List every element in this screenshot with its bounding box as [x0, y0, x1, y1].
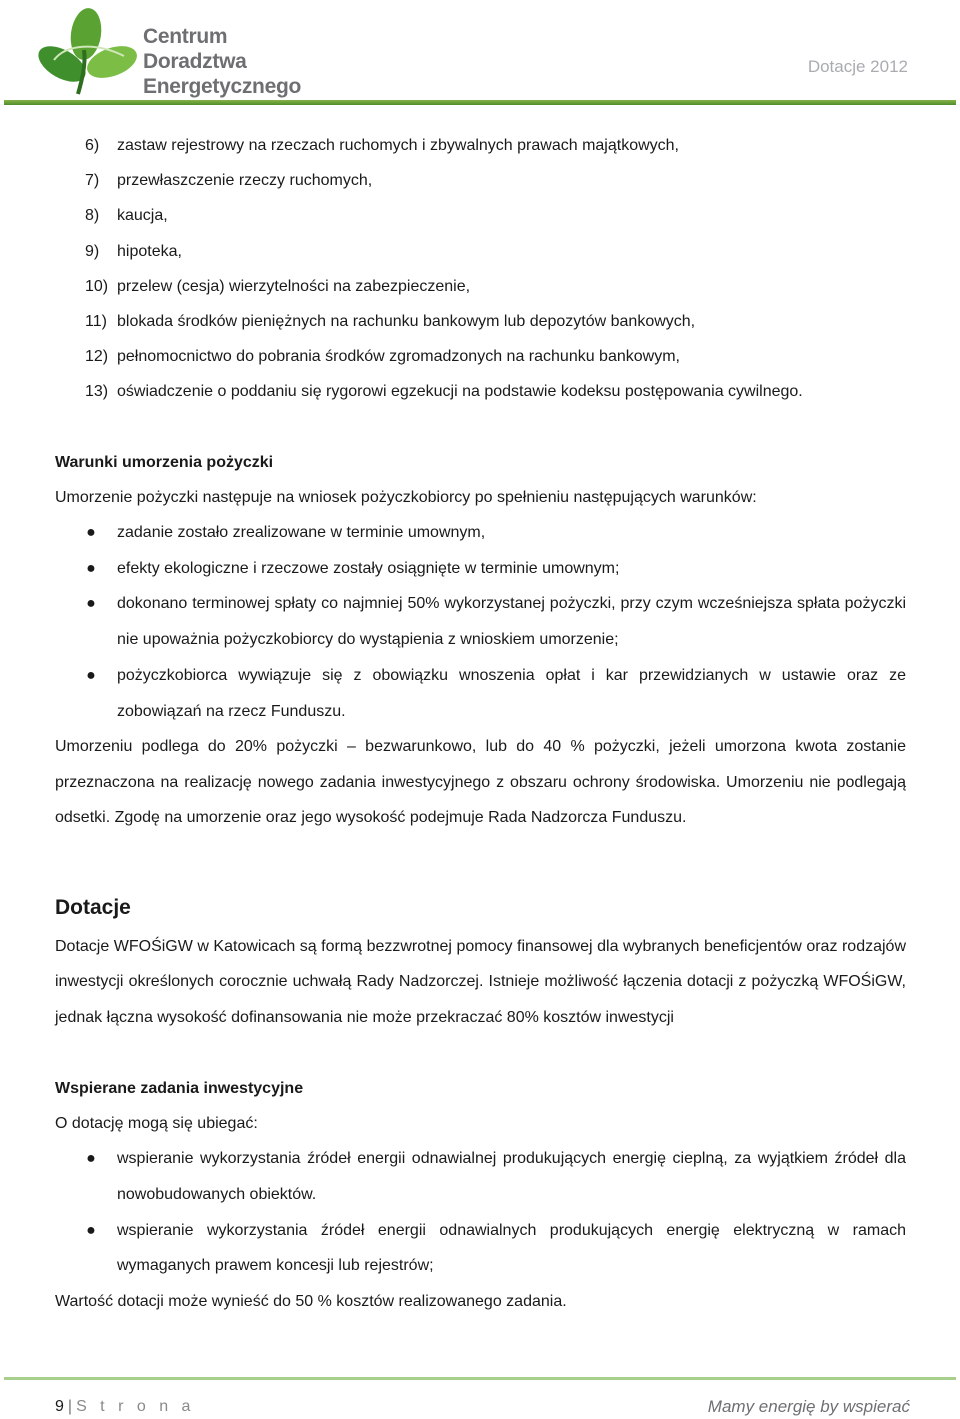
page-header [0, 0, 960, 106]
list-item [85, 339, 906, 374]
list-item [85, 304, 906, 339]
list-number: 12) [85, 348, 109, 366]
list-number: 11) [85, 312, 107, 330]
footer-rule [4, 1377, 956, 1380]
page-content [55, 128, 906, 1319]
list-item [55, 1213, 906, 1285]
spacer [55, 1035, 906, 1071]
remission-conditions-list [55, 515, 906, 730]
list-number: 7) [85, 172, 100, 190]
document-title: Dotacje 2012 [807, 57, 908, 76]
list-text: wspieranie wykorzystania źródeł energii odnawialnej produkujących energię cieplną, za wyjątkiem źródeł dla nowobudowanych obiektów. [117, 1149, 906, 1203]
bullet-icon: ● [86, 1221, 96, 1239]
remission-heading: Warunki umorzenia pożyczki [55, 453, 274, 471]
list-text: zastaw rejestrowy na rzeczach ruchomych i zbywalnych prawach majątkowych, [117, 137, 679, 154]
list-item [85, 269, 906, 304]
bullet-icon: ● [86, 559, 96, 577]
spacer [55, 835, 906, 887]
list-text: przelew (cesja) wierzytelności na zabezpieczenie, [117, 277, 471, 295]
list-item [85, 374, 906, 409]
bullet-icon: ● [86, 523, 96, 541]
list-number: 10) [85, 277, 109, 295]
clover-logo-icon [36, 4, 142, 98]
list-text: hipoteka, [117, 242, 182, 260]
grants-paragraph: Dotacje WFOŚiGW w Katowicach są formą bezzwrotnej pomocy finansowej dla wybranych beneficjentów oraz rodzajów inwestycji określonych corocznie uchwałą Rady Nadzorczej. Istnieje możliwość łączenia dotacji z pożyczką WFOŚiGW, jednak łączna wysokość dofinansowania nie może przekraczać 80% kosztów inwestycji [55, 938, 906, 1026]
list-text: przewłaszczenie rzeczy ruchomych, [117, 172, 373, 190]
list-item [85, 128, 906, 163]
list-text: oświadczenie o poddaniu się rygorowi egzekucji na podstawie kodeksu postępowania cywilnego. [117, 383, 803, 401]
list-text: wspieranie wykorzystania źródeł energii odnawialnych produkujących energię elektryczną w ramach wymaganych prawem koncesji lub rejestrów; [117, 1221, 906, 1275]
list-number: 13) [85, 383, 109, 401]
logo-line: Centrum [143, 25, 228, 48]
supported-intro: O dotację mogą się ubiegać: [55, 1114, 258, 1132]
bullet-icon: ● [86, 1149, 96, 1167]
list-text: pożyczkobiorca wywiązuje się z obowiązku wnoszenia opłat i kar przewidzianych w ustawie oraz ze zobowiązań na rzecz Funduszu. [117, 666, 906, 720]
list-number: 8) [85, 207, 100, 225]
list-number: 6) [85, 137, 100, 154]
list-item [85, 234, 906, 269]
grants-heading: Dotacje [55, 896, 131, 920]
list-item [85, 198, 906, 233]
bullet-icon: ● [86, 595, 96, 613]
footer-slogan: Mamy energię by wspierać [707, 1397, 910, 1416]
page-label: S t r o n a [76, 1398, 195, 1415]
list-text: pełnomocnictwo do pobrania środków zgromadzonych na rachunku bankowym, [117, 348, 680, 366]
list-item [55, 515, 906, 551]
list-text: kaucja, [117, 207, 168, 225]
supported-heading: Wspierane zadania inwestycyjne [55, 1079, 304, 1097]
footer-separator: | [67, 1398, 73, 1415]
spacer [55, 410, 906, 445]
list-text: dokonano terminowej spłaty co najmniej 50% wykorzystanej pożyczki, przy czym wcześniejsza spłata pożyczki nie upoważnia pożyczkobiorcy do wystąpienia z wnioskiem umorzenie; [117, 595, 906, 649]
header-rule [4, 100, 956, 105]
supported-closing: Wartość dotacji może wynieść do 50 % kosztów realizowanego zadania. [55, 1293, 567, 1311]
list-item [55, 551, 906, 587]
page-number: 9 [55, 1398, 64, 1415]
page-number-block [55, 1398, 195, 1416]
list-item [55, 658, 906, 730]
list-item [85, 163, 906, 198]
list-number: 9) [85, 242, 100, 260]
logo-line: Doradztwa [143, 50, 247, 73]
bullet-icon: ● [86, 666, 96, 684]
list-item [55, 1141, 906, 1213]
logo-line: Energetycznego [143, 75, 302, 98]
remission-paragraph: Umorzeniu podlega do 20% pożyczki – bezwarunkowo, lub do 40 % pożyczki, jeżeli umorzona kwota zostanie przeznaczona na realizację nowego zadania inwestycyjnego z obszaru ochrony środowiska. Umorzeniu nie podlegają odsetki. Zgodę na umorzenie oraz jego wysokość podejmuje Rada Nadzorcza Funduszu. [55, 738, 906, 826]
list-text: zadanie zostało zrealizowane w terminie umownym, [117, 523, 486, 541]
securities-list [85, 128, 906, 410]
list-item [55, 586, 906, 658]
logo-wordmark [143, 24, 301, 99]
supported-tasks-list [55, 1141, 906, 1284]
list-text: efekty ekologiczne i rzeczowe zostały osiągnięte w terminie umownym; [117, 559, 620, 577]
remission-intro: Umorzenie pożyczki następuje na wniosek pożyczkobiorcy po spełnieniu następujących warunków: [55, 488, 757, 506]
list-text: blokada środków pieniężnych na rachunku bankowym lub depozytów bankowych, [117, 312, 696, 330]
